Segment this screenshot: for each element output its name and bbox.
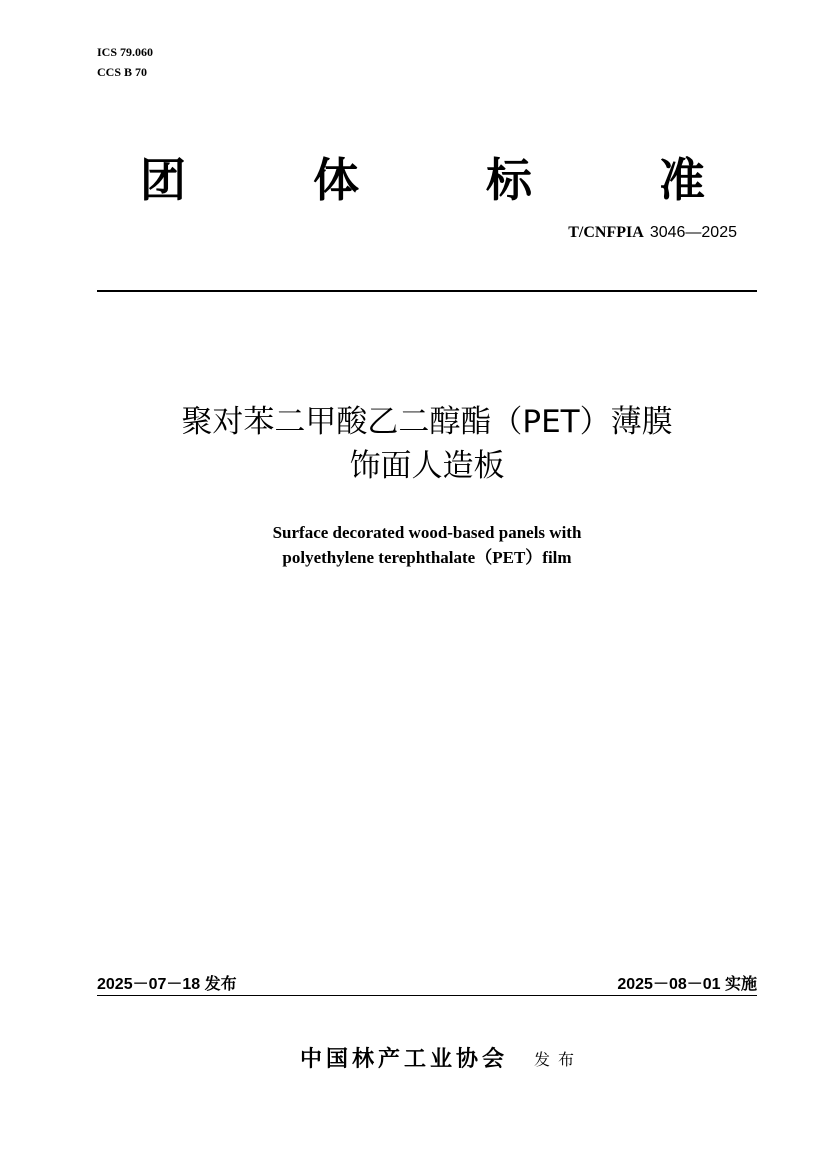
standard-type-heading <box>140 150 705 210</box>
publish-date: 2025－07－18 发布 <box>97 976 237 993</box>
implementation-date: 2025－08－01 实施 <box>617 976 757 993</box>
standard-type-char: 体 <box>313 153 359 207</box>
classification-codes <box>97 42 153 82</box>
chinese-title-line-1: 聚对苯二甲酸乙二醇酯（PET）薄膜 <box>181 404 673 440</box>
standard-number-value: 3046—2025 <box>649 224 737 241</box>
date-row <box>97 974 757 996</box>
chinese-title-line-2: 饰面人造板 <box>349 448 505 484</box>
publisher-action: 发布 <box>534 1050 583 1069</box>
standard-number <box>568 222 737 244</box>
top-divider <box>97 290 757 292</box>
ccs-code: CCS B 70 <box>97 65 148 79</box>
bottom-divider <box>97 995 757 996</box>
english-title-line-2: polyethylene terephthalate（PET）film <box>282 548 572 567</box>
publisher-name: 中国林产工业协会 <box>300 1047 509 1072</box>
publisher-line <box>300 1044 582 1076</box>
standard-number-org: T/CNFPIA <box>568 224 644 241</box>
chinese-title <box>97 400 757 488</box>
standard-type-char: 团 <box>140 153 186 207</box>
ics-code: ICS 79.060 <box>97 45 154 59</box>
standard-type-char: 标 <box>486 153 532 207</box>
english-title <box>97 520 757 570</box>
standard-type-char: 准 <box>659 153 705 207</box>
english-title-line-1: Surface decorated wood-based panels with <box>272 523 582 542</box>
